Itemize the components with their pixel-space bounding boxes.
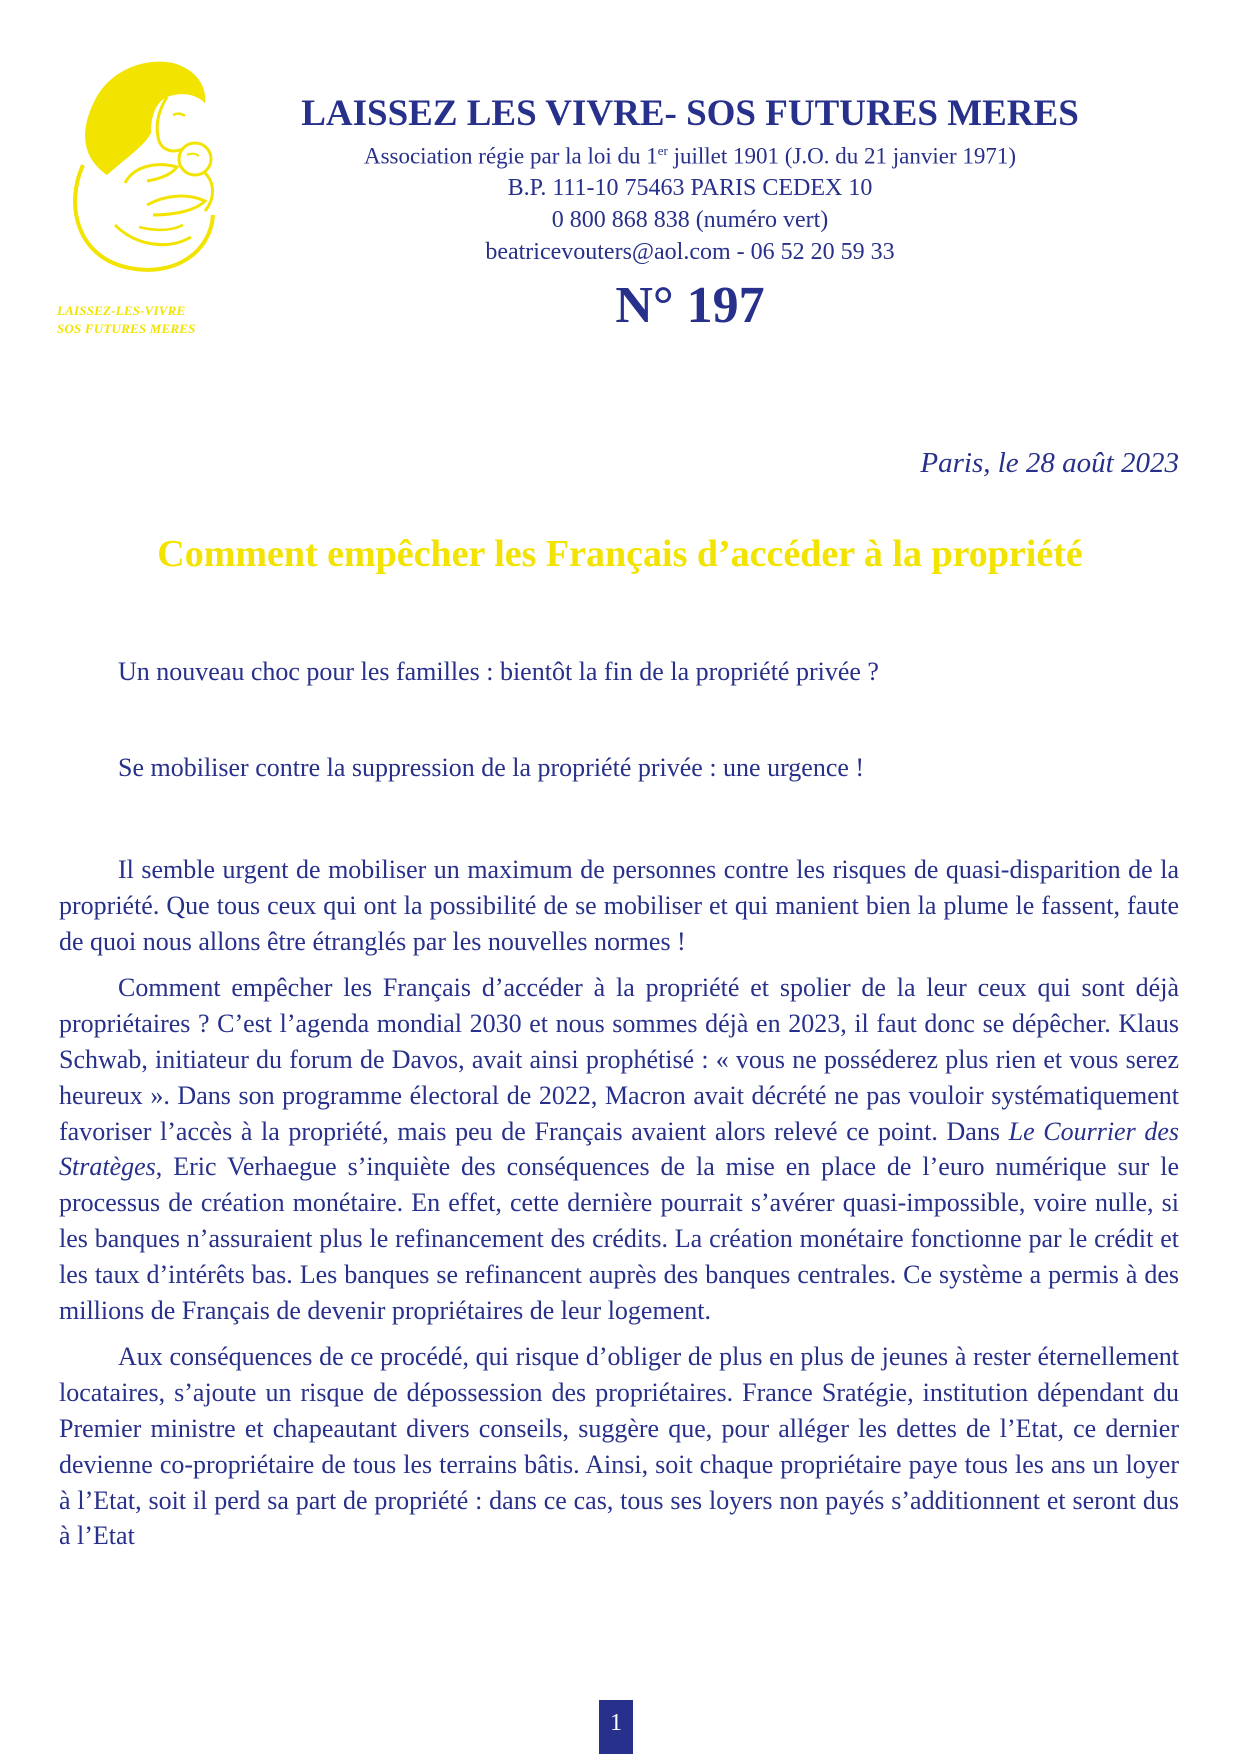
association-prefix: Association régie par la loi du 1	[363, 143, 658, 169]
issue-number: N° 197	[615, 276, 765, 334]
article-body	[59, 852, 1179, 1565]
phone-number: 0 800 868 838 (numéro vert)	[551, 206, 829, 233]
association-sup: er	[657, 143, 668, 158]
logo-text	[57, 302, 257, 338]
lead-question: Un nouveau choc pour les familles : bientôt la fin de la propriété privée ?	[118, 657, 879, 686]
paragraph-2-text-a: Comment empêcher les Français d’accéder à la propriété et spolier de la leur ceux qui sont déjà propriétaires ? C’est l’agenda mondial 2030 et nous sommes déjà en 2023, il faut donc se dépêcher. Klaus Schwab, initiateur du forum de Davos, avait ainsi prophétisé : « vous ne posséderez plus rien et vous serez heureux ». Dans son programme électoral de 2022, Macron avait décrété ne pas vouloir systématiquement favoriser l’accès à la propriété, mais peu de Français avaient alors relevé ce point. Dans	[59, 973, 1179, 1146]
logo-text-line2: SOS FUTURES MERES	[57, 321, 196, 336]
publication-title: Le Courrier des Stratèges	[59, 1116, 1180, 1182]
logo	[55, 55, 255, 340]
page-number: 1	[599, 1700, 633, 1754]
paragraph-2	[59, 970, 1179, 1328]
lead-call-to-action: Se mobiliser contre la suppression de la propriété privée : une urgence !	[118, 753, 865, 782]
postal-address: B.P. 111-10 75463 PARIS CEDEX 10	[507, 174, 873, 201]
article-title: Comment empêcher les Français d’accéder à la propriété	[157, 533, 1083, 575]
mother-child-logo-icon	[55, 55, 255, 295]
letter-date: Paris, le 28 août 2023	[920, 447, 1179, 479]
association-line	[300, 136, 1080, 172]
letterhead	[300, 92, 1080, 338]
association-suffix: juillet 1901 (J.O. du 21 janvier 1971)	[667, 143, 1017, 169]
contact-line: beatricevouters@aol.com - 06 52 20 59 33	[485, 238, 895, 265]
logo-text-line1: LAISSEZ-LES-VIVRE	[57, 303, 186, 318]
paragraph-3: Aux conséquences de ce procédé, qui risque d’obliger de plus en plus de jeunes à rester éternellement locataires, s’ajoute un risque de dépossession des propriétaires. France Sratégie, institution dépendant du Premier ministre et chapeautant divers conseils, suggère que, pour alléger les dettes de l’Etat, ce dernier devienne co-propriétaire de tous les terrains bâtis. Ainsi, soit chaque propriétaire paye tous les ans un loyer à l’Etat, soit il perd sa part de propriété : dans ce cas, tous ses loyers non payés s’additionnent et seront dus à l’Etat	[59, 1342, 1179, 1551]
organization-name: LAISSEZ LES VIVRE- SOS FUTURES MERES	[301, 93, 1079, 134]
paragraph-2-text-b: , Eric Verhaegue s’inquiète des conséquences de la mise en place de l’euro numérique sur le processus de création monétaire. En effet, cette dernière pourrait s’avérer quasi-impossible, voire nulle, si les banques n’assuraient plus le refinancement des crédits. La création monétaire fonctionne par le crédit et les taux d’intérêts bas. Les banques se refinancent auprès des banques centrales. Ce système a permis à des millions de Français de devenir propriétaires de leur logement.	[59, 1152, 1179, 1325]
paragraph-1: Il semble urgent de mobiliser un maximum de personnes contre les risques de quasi-disparition de la propriété. Que tous ceux qui ont la possibilité de se mobiliser et qui manient bien la plume le fassent, faute de quoi nous allons être étranglés par les nouvelles normes !	[59, 855, 1179, 956]
